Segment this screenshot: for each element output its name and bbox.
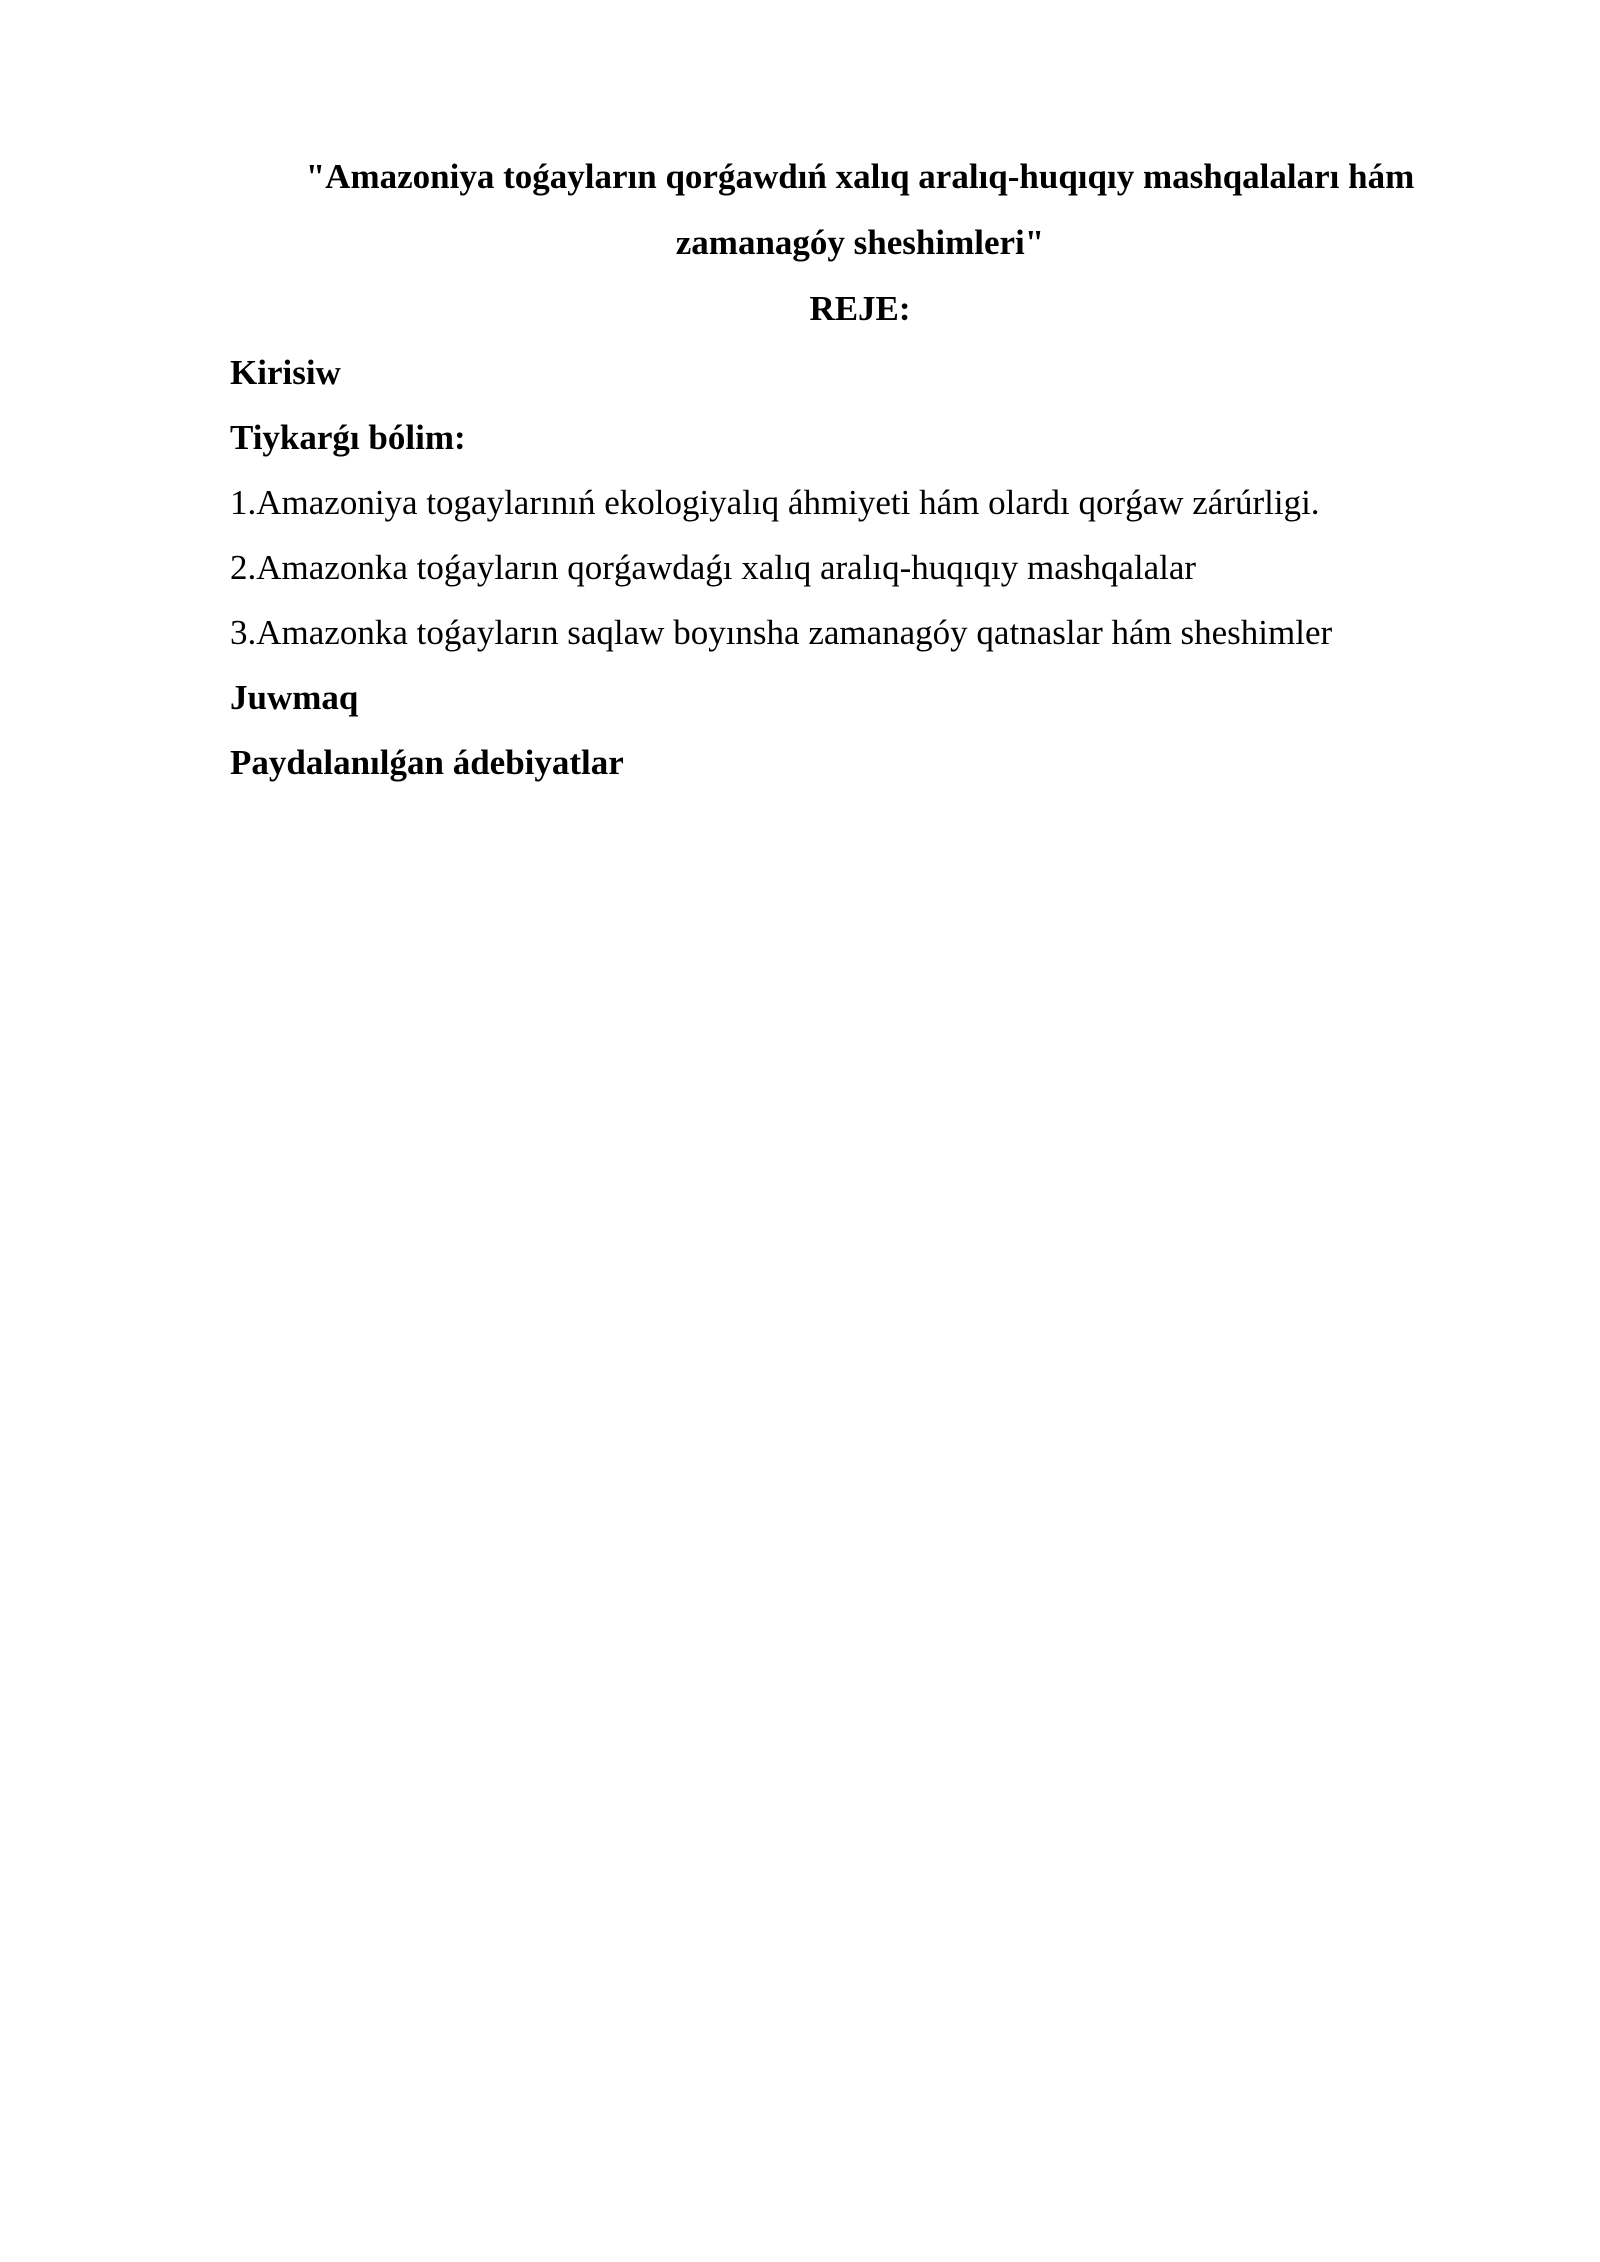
toc-item-section-2: 2.Amazonka toǵayların qorǵawdaǵı xalıq aralıq-huqıqıy mashqalalar [230, 548, 1197, 587]
table-of-contents [230, 340, 1530, 795]
document-title-line-1: "Amazoniya toǵayların qorǵawdıń xalıq aralıq-huqıqıy mashqalaları hám [305, 157, 1415, 196]
toc-item-main-part: Tiykarǵı bólim: [230, 418, 466, 457]
toc-item-section-3: 3.Amazonka toǵayların saqlaw boyınsha zamanagóy qatnaslar hám sheshimler [230, 613, 1333, 652]
document-title-line-2: zamanagóy sheshimleri" [675, 223, 1045, 262]
toc-item-references: Paydalanılǵan ádebiyatlar [230, 743, 624, 782]
toc-item-introduction: Kirisiw [230, 353, 341, 392]
document-title [230, 144, 1490, 276]
toc-item-section-1: 1.Amazoniya togaylarınıń ekologiyalıq áhmiyeti hám olardı qorǵaw zárúrligi. [230, 483, 1320, 522]
plan-heading: REJE: [809, 289, 911, 328]
toc-item-conclusion: Juwmaq [230, 678, 359, 717]
